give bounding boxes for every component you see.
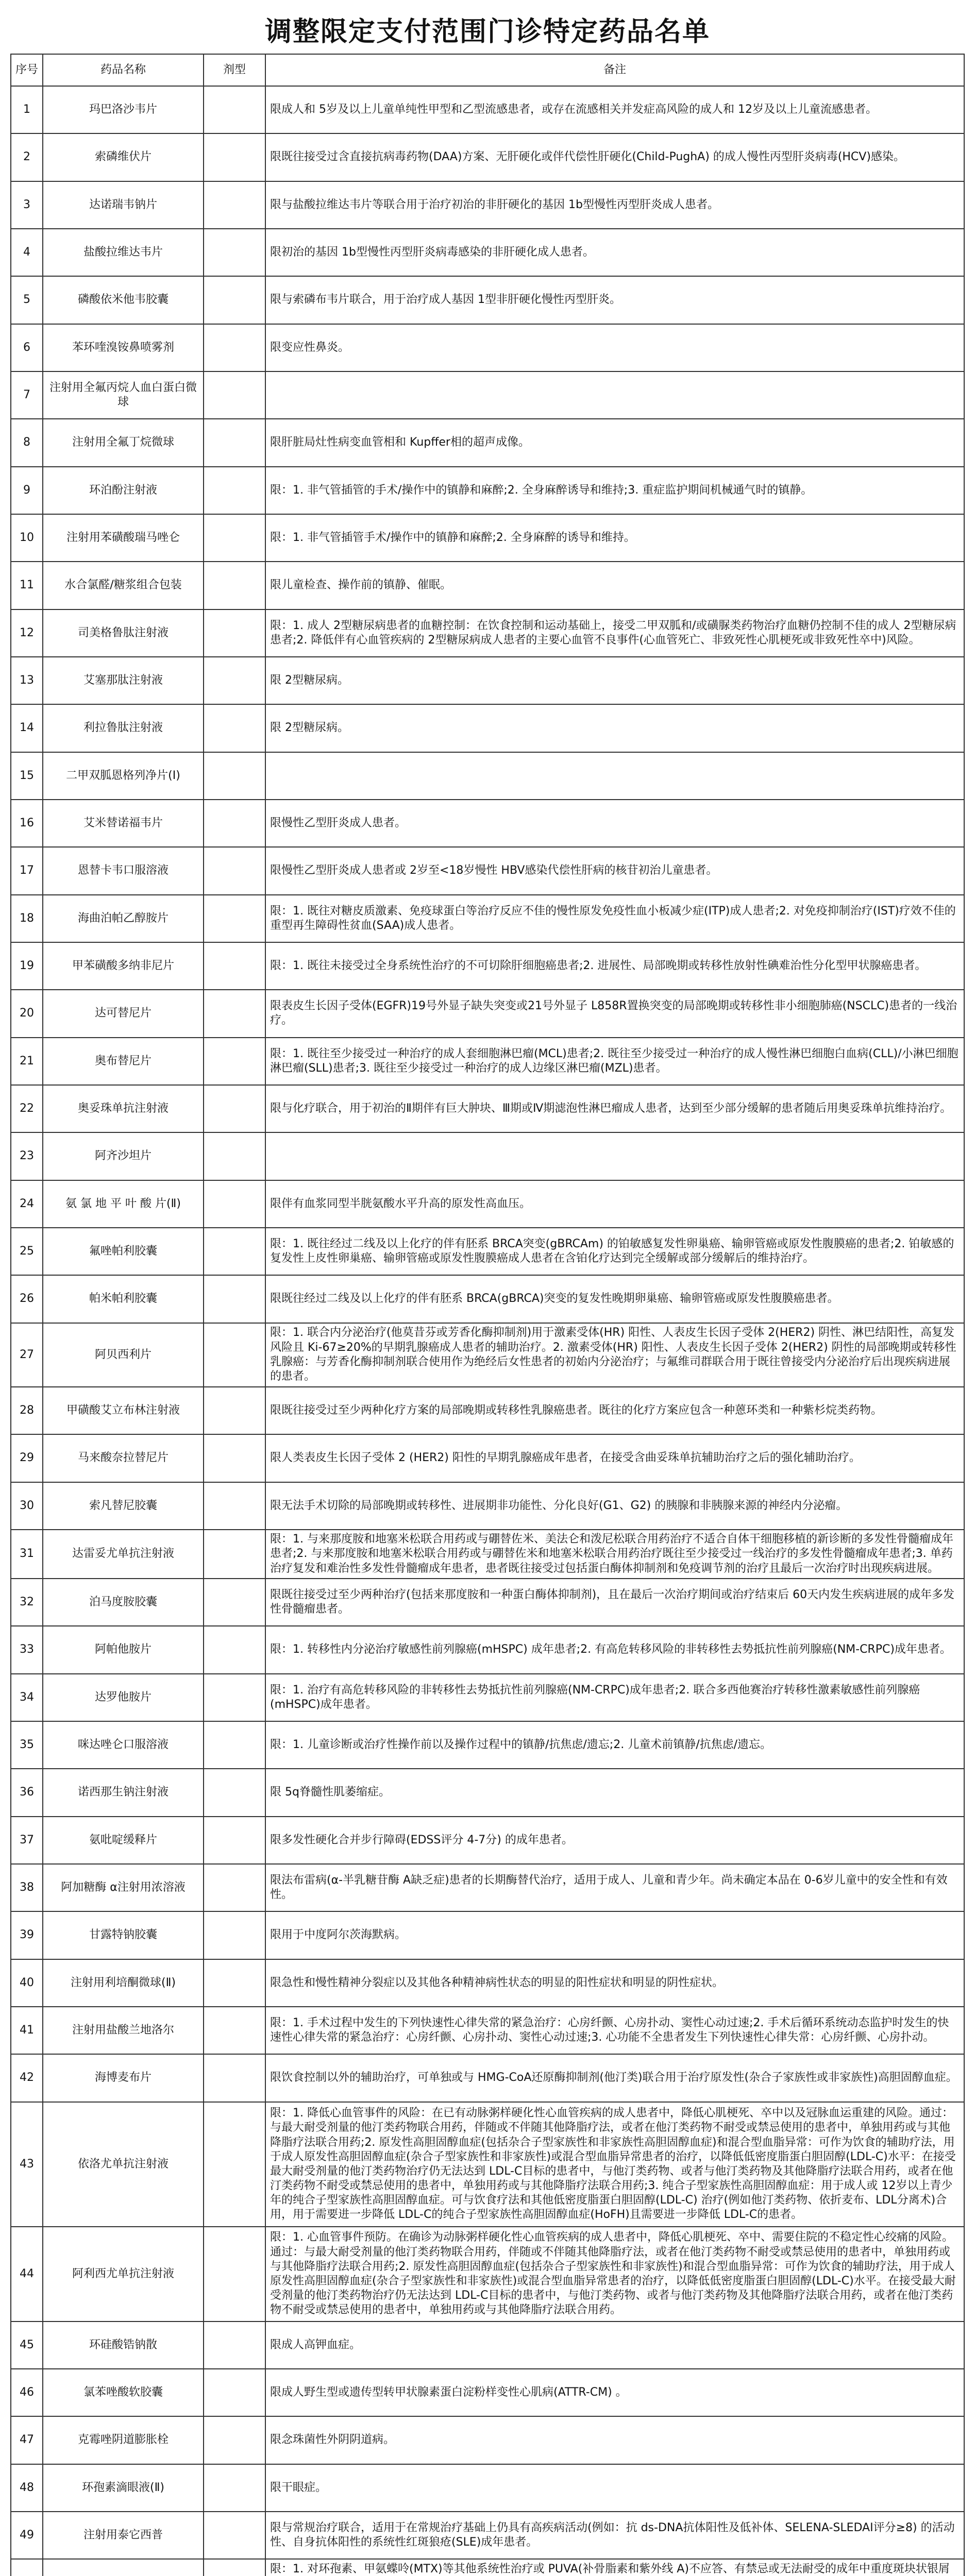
remarks: 限多发性硬化合并步行障碍(EDSS评分 4-7分) 的成年患者。 (265, 1817, 964, 1864)
dosage-form (204, 86, 265, 133)
dosage-form (204, 1959, 265, 2007)
remarks: 限：1. 既往未接受过全身系统性治疗的不可切除肝细胞癌患者;2. 进展性、局部晚期或转移性放射性碘难治性分化型甲状腺癌患者。 (265, 942, 964, 990)
row-number: 33 (11, 1626, 43, 1673)
dosage-form (204, 467, 265, 514)
table-row (11, 1530, 964, 1579)
drug-name: 甘露特钠胶囊 (43, 1911, 204, 1959)
table-row (11, 2416, 964, 2464)
dosage-form (204, 1434, 265, 1482)
drug-name: 恩替卡韦口服溶液 (43, 847, 204, 894)
dosage-form (204, 2464, 265, 2512)
drug-name: 克霉唑阴道膨胀栓 (43, 2416, 204, 2464)
row-number: 44 (11, 2227, 43, 2321)
table-row (11, 2054, 964, 2102)
table-row (11, 419, 964, 466)
remarks: 限：1. 儿童诊断或治疗性操作前以及操作过程中的镇静/抗焦虑/遗忘;2. 儿童术前镇静/抗焦虑/遗忘。 (265, 1721, 964, 1769)
table-row (11, 1674, 964, 1721)
drug-name: 阿帕他胺片 (43, 1626, 204, 1673)
drug-name: 注射用利培酮微球(Ⅱ) (43, 1959, 204, 2007)
row-number: 41 (11, 2007, 43, 2054)
drug-name: 甲磺酸艾立布林注射液 (43, 1387, 204, 1434)
dosage-form (204, 1721, 265, 1769)
remarks: 限：1. 与来那度胺和地塞米松联合用药或与硼替佐米、美法仑和泼尼松联合用药治疗不适合自体干细胞移植的新诊断的多发性骨髓瘤成年患者;2. 与来那度胺和地塞米松联合用药或与硼替佐米和地塞米松联合用药治疗既往至少接受过一线治疗的多发性骨髓瘤成年患者;3. 单药治疗复发和难治性多发性骨髓瘤成年患者，患者既往接受过包括蛋白酶体抑制剂和免疫调节剂的治疗且最后一次治疗时出现疾病进展。 (265, 1530, 964, 1579)
drug-name: 环硅酸锆钠散 (43, 2321, 204, 2369)
row-number (11, 2559, 43, 2576)
remarks: 限慢性乙型肝炎成人患者。 (265, 800, 964, 847)
dosage-form (204, 1626, 265, 1673)
table-row (11, 1769, 964, 1816)
remarks: 限：1. 既往至少接受过一种治疗的成人套细胞淋巴瘤(MCL)患者;2. 既往至少接受过一种治疗的成人慢性淋巴细胞白血病(CLL)/小淋巴细胞淋巴瘤(SLL)患者;3. 既往至少接受过一种治疗的成人边缘区淋巴瘤(MZL)患者。 (265, 1038, 964, 1085)
drug-name: 注射用泰它西普 (43, 2512, 204, 2559)
row-number: 13 (11, 657, 43, 704)
drug-list-table (10, 54, 965, 2576)
dosage-form (204, 1038, 265, 1085)
table-row (11, 1038, 964, 1085)
row-number: 31 (11, 1530, 43, 1579)
drug-name: 海博麦布片 (43, 2054, 204, 2102)
remarks: 限初治的基因 1b型慢性丙型肝炎病毒感染的非肝硬化成人患者。 (265, 229, 964, 276)
dosage-form (204, 1530, 265, 1579)
row-number: 18 (11, 895, 43, 942)
table-row (11, 1959, 964, 2007)
document-title: 调整限定支付范围门诊特定药品名单 (264, 16, 710, 47)
table-row (11, 181, 964, 229)
row-number: 34 (11, 1674, 43, 1721)
drug-name: 泊马度胺胶囊 (43, 1579, 204, 1626)
remarks: 限：1. 非气管插管的手术/操作中的镇静和麻醉;2. 全身麻醉诱导和维持;3. 重症监护期间机械通气时的镇静。 (265, 467, 964, 514)
row-number: 39 (11, 1911, 43, 1959)
table-row (11, 1275, 964, 1323)
row-number: 14 (11, 704, 43, 752)
drug-name: 帕米帕利胶囊 (43, 1275, 204, 1323)
table-row (11, 990, 964, 1037)
remarks: 限 5q脊髓性肌萎缩症。 (265, 1769, 964, 1816)
remarks: 限：1. 既往对糖皮质激素、免疫球蛋白等治疗反应不佳的慢性原发免疫性血小板减少症(ITP)成人患者;2. 对免疫抑制治疗(IST)疗效不佳的重型再生障碍性贫血(SAA)成人患者。 (265, 895, 964, 942)
dosage-form (204, 1180, 265, 1228)
header-no: 序号 (11, 54, 43, 86)
remarks (265, 1132, 964, 1180)
table-row (11, 1482, 964, 1530)
remarks: 限法布雷病(α-半乳糖苷酶 A缺乏症)患者的长期酶替代治疗，适用于成人、儿童和青少年。尚未确定本品在 0-6岁儿童中的安全性和有效性。 (265, 1864, 964, 1911)
dosage-form (204, 2416, 265, 2464)
remarks: 限既往接受过至少两种化疗方案的局部晚期或转移性乳腺癌患者。既往的化疗方案应包含一种蒽环类和一种紫杉烷类药物。 (265, 1387, 964, 1434)
drug-name: 玛巴洛沙韦片 (43, 86, 204, 133)
table-row (11, 1864, 964, 1911)
table-row (11, 704, 964, 752)
table-row (11, 657, 964, 704)
dosage-form (204, 2227, 265, 2321)
remarks: 限与化疗联合，用于初治的Ⅱ期伴有巨大肿块、Ⅲ期或Ⅳ期滤泡性淋巴瘤成人患者，达到至少部分缓解的患者随后用奥妥珠单抗维持治疗。 (265, 1085, 964, 1132)
drug-name: 注射用全氟丙烷人血白蛋白微球 (43, 371, 204, 419)
row-number: 46 (11, 2369, 43, 2416)
table-row (11, 1323, 964, 1387)
row-number: 48 (11, 2464, 43, 2512)
remarks: 限儿童检查、操作前的镇静、催眠。 (265, 562, 964, 609)
dosage-form (204, 514, 265, 562)
drug-name: 注射用全氟丁烷微球 (43, 419, 204, 466)
remarks: 限：1. 既往经过二线及以上化疗的伴有胚系 BRCA突变(gBRCAm) 的铂敏感复发性卵巢癌、输卵管癌或原发性腹膜癌的患者;2. 铂敏感的复发性上皮性卵巢癌、输卵管癌或原发性腹膜癌成人患者在含铂化疗达到完全缓解或部分缓解后的维持治疗。 (265, 1228, 964, 1275)
dosage-form (204, 800, 265, 847)
row-number: 6 (11, 324, 43, 371)
dosage-form (204, 2512, 265, 2559)
dosage-form (204, 229, 265, 276)
table-row (11, 752, 964, 800)
dosage-form (204, 419, 265, 466)
drug-name: 奥布替尼片 (43, 1038, 204, 1085)
remarks: 限：1. 对环孢素、甲氨蝶呤(MTX)等其他系统性治疗或 PUVA(补骨脂素和紫外线 A)不应答、有禁忌或无法耐受的成年中重度斑块状银屑 (265, 2559, 964, 2576)
remarks: 限成人高钾血症。 (265, 2321, 964, 2369)
dosage-form (204, 181, 265, 229)
row-number: 27 (11, 1323, 43, 1387)
header-remarks: 备注 (265, 54, 964, 86)
remarks: 限慢性乙型肝炎成人患者或 2岁至<18岁慢性 HBV感染代偿性肝病的核苷初治儿童患者。 (265, 847, 964, 894)
remarks: 限念珠菌性外阴阴道病。 (265, 2416, 964, 2464)
table-row (11, 1817, 964, 1864)
drug-name: 注射用盐酸兰地洛尔 (43, 2007, 204, 2054)
table-row (11, 1132, 964, 1180)
dosage-form (204, 1482, 265, 1530)
row-number: 32 (11, 1579, 43, 1626)
drug-name: 利拉鲁肽注射液 (43, 704, 204, 752)
row-number: 8 (11, 419, 43, 466)
table-row (11, 609, 964, 657)
table-row (11, 2512, 964, 2559)
table-row (11, 2369, 964, 2416)
drug-name: 司美格鲁肽注射液 (43, 609, 204, 657)
dosage-form (204, 1132, 265, 1180)
remarks: 限：1. 联合内分泌治疗(他莫昔芬或芳香化酶抑制剂)用于激素受体(HR) 阳性、人表皮生长因子受体 2(HER2) 阴性、淋巴结阳性，高复发风险且 Ki-67≥20%的早期乳腺癌成人患者的辅助治疗。2. 激素受体(HR) 阳性、人表皮生长因子受体 2(HER2) 阴性的局部晚期或转移性乳腺癌：与芳香化酶抑制剂联合使用作为绝经后女性患者的初始内分泌治疗；与氟维司群联合用于既往曾接受内分泌治疗后出现疾病进展的患者。 (265, 1323, 964, 1387)
table-row (11, 467, 964, 514)
remarks: 限与盐酸拉维达韦片等联合用于治疗初治的非肝硬化的基因 1b型慢性丙型肝炎成人患者。 (265, 181, 964, 229)
row-number: 47 (11, 2416, 43, 2464)
dosage-form (204, 704, 265, 752)
drug-name: 甲苯磺酸多纳非尼片 (43, 942, 204, 990)
table-row (11, 2464, 964, 2512)
table-row (11, 371, 964, 419)
drug-name: 氨吡啶缓释片 (43, 1817, 204, 1864)
remarks: 限饮食控制以外的辅助治疗，可单独或与 HMG-CoA还原酶抑制剂(他汀类)联合用于治疗原发性(杂合子家族性或非家族性)高胆固醇血症。 (265, 2054, 964, 2102)
drug-name: 达雷妥尤单抗注射液 (43, 1530, 204, 1579)
dosage-form (204, 1579, 265, 1626)
row-number: 23 (11, 1132, 43, 1180)
drug-name: 艾米替诺福韦片 (43, 800, 204, 847)
remarks: 限成人和 5岁及以上儿童单纯性甲型和乙型流感患者，或存在流感相关并发症高风险的成人和 12岁及以上儿童流感患者。 (265, 86, 964, 133)
dosage-form (204, 1911, 265, 1959)
table-row (11, 895, 964, 942)
drug-name: 氨 氯 地 平 叶 酸 片(Ⅱ) (43, 1180, 204, 1228)
remarks (265, 752, 964, 800)
row-number: 17 (11, 847, 43, 894)
dosage-form (204, 2559, 265, 2576)
remarks: 限：1. 治疗有高危转移风险的非转移性去势抵抗性前列腺癌(NM-CRPC)成年患者;2. 联合多西他赛治疗转移性激素敏感性前列腺癌(mHSPC)成年患者。 (265, 1674, 964, 1721)
table-row (11, 2007, 964, 2054)
row-number: 10 (11, 514, 43, 562)
table-header-row (11, 54, 964, 86)
dosage-form (204, 1323, 265, 1387)
table-row (11, 1626, 964, 1673)
row-number: 12 (11, 609, 43, 657)
table-row (11, 324, 964, 371)
table-row (11, 1721, 964, 1769)
table-row (11, 1228, 964, 1275)
drug-name: 马来酸奈拉替尼片 (43, 1434, 204, 1482)
table-row (11, 1085, 964, 1132)
remarks: 限 2型糖尿病。 (265, 657, 964, 704)
row-number: 37 (11, 1817, 43, 1864)
dosage-form (204, 133, 265, 181)
dosage-form (204, 1275, 265, 1323)
table-row (11, 847, 964, 894)
dosage-form (204, 1085, 265, 1132)
drug-name: 氯苯唑酸软胶囊 (43, 2369, 204, 2416)
dosage-form (204, 1228, 265, 1275)
row-number: 4 (11, 229, 43, 276)
remarks: 限人类表皮生长因子受体 2 (HER2) 阳性的早期乳腺癌成年患者，在接受含曲妥珠单抗辅助治疗之后的强化辅助治疗。 (265, 1434, 964, 1482)
row-number: 21 (11, 1038, 43, 1085)
remarks: 限：1. 成人 2型糖尿病患者的血糖控制：在饮食控制和运动基础上，接受二甲双胍和/或磺脲类药物治疗血糖仍控制不佳的成人 2型糖尿病患者;2. 降低伴有心血管疾病的 2型糖尿病成人患者的主要心血管不良事件(心血管死亡、非致死性心肌梗死或非致死性卒中)风险。 (265, 609, 964, 657)
remarks: 限表皮生长因子受体(EGFR)19号外显子缺失突变或21号外显子 L858R置换突变的局部晚期或转移性非小细胞肺癌(NSCLC)患者的一线治疗。 (265, 990, 964, 1037)
remarks: 限与索磷布韦片联合，用于治疗成人基因 1型非肝硬化慢性丙型肝炎。 (265, 276, 964, 324)
row-number: 20 (11, 990, 43, 1037)
row-number: 2 (11, 133, 43, 181)
row-number: 3 (11, 181, 43, 229)
row-number: 29 (11, 1434, 43, 1482)
table-row (11, 229, 964, 276)
drug-name: 阿利西尤单抗注射液 (43, 2227, 204, 2321)
row-number: 9 (11, 467, 43, 514)
dosage-form (204, 609, 265, 657)
drug-name: 奥妥珠单抗注射液 (43, 1085, 204, 1132)
drug-name: 水合氯醛/糖浆组合包装 (43, 562, 204, 609)
row-number: 38 (11, 1864, 43, 1911)
dosage-form (204, 1387, 265, 1434)
table-row (11, 86, 964, 133)
remarks: 限 2型糖尿病。 (265, 704, 964, 752)
table-row (11, 1911, 964, 1959)
table-row (11, 1387, 964, 1434)
table-row (11, 2321, 964, 2369)
table-row (11, 942, 964, 990)
drug-name: 达罗他胺片 (43, 1674, 204, 1721)
remarks: 限：1. 非气管插管手术/操作中的镇静和麻醉;2. 全身麻醉的诱导和维持。 (265, 514, 964, 562)
remarks: 限变应性鼻炎。 (265, 324, 964, 371)
table-row (11, 276, 964, 324)
remarks: 限既往经过二线及以上化疗的伴有胚系 BRCA(gBRCA)突变的复发性晚期卵巢癌、输卵管癌或原发性腹膜癌患者。 (265, 1275, 964, 1323)
row-number: 49 (11, 2512, 43, 2559)
drug-name (43, 2559, 204, 2576)
table-row (11, 1434, 964, 1482)
drug-name: 注射用苯磺酸瑞马唑仑 (43, 514, 204, 562)
drug-name: 达可替尼片 (43, 990, 204, 1037)
drug-name: 苯环喹溴铵鼻喷雾剂 (43, 324, 204, 371)
dosage-form (204, 657, 265, 704)
remarks: 限与常规治疗联合，适用于在常规治疗基础上仍具有高疾病活动(例如：抗 ds-DNA抗体阳性及低补体、SELENA-SLEDAI评分≥8) 的活动性、自身抗体阳性的系统性红斑狼疮(SLE)成年患者。 (265, 2512, 964, 2559)
row-number: 19 (11, 942, 43, 990)
row-number: 1 (11, 86, 43, 133)
row-number: 25 (11, 1228, 43, 1275)
dosage-form (204, 942, 265, 990)
row-number: 35 (11, 1721, 43, 1769)
row-number: 5 (11, 276, 43, 324)
dosage-form (204, 2007, 265, 2054)
row-number: 24 (11, 1180, 43, 1228)
table-row (11, 2227, 964, 2321)
table-row (11, 514, 964, 562)
remarks: 限：1. 降低心血管事件的风险：在已有动脉粥样硬化性心血管疾病的成人患者中，降低心肌梗死、卒中以及冠脉血运重建的风险。通过：与最大耐受剂量的他汀类药物联合用药，伴随或不伴随其他降脂疗法，或者在他汀类药物不耐受或禁忌使用的患者中，单独用药或与其他降脂疗法联合用药;2. 原发性高胆固醇血症(包括杂合子型家族性和非家族性高胆固醇血症)和混合型血脂异常：可作为饮食的辅助疗法，用于成人原发性高胆固醇血症(杂合子型家族性和非家族性)或混合型血脂异常患者的治疗，以降低低密度脂蛋白胆固醇(LDL-C)水平：在接受最大耐受剂量的他汀类药物治疗仍无法达到 LDL-C目标的患者中，与他汀类药物、或者与他汀类药物及其他降脂疗法联合用药，或者在他汀类药物不耐受或禁忌使用的患者中，单独用药或与其他降脂疗法联合用药;3. 纯合子型家族性高胆固醇血症：用于成人或 12岁以上青少年的纯合子型家族性高胆固醇血症。可与饮食疗法和其他低密度脂蛋白胆固醇(LDL-C) 治疗(例如他汀类药物、依折麦布、LDL分离术)合用，用于需要进一步降低 LDL-C的纯合子型家族性高胆固醇血症(HoFH)且需要进一步降低 LDL-C的患者。 (265, 2102, 964, 2227)
table-row (11, 1180, 964, 1228)
dosage-form (204, 895, 265, 942)
dosage-form (204, 1674, 265, 1721)
dosage-form (204, 276, 265, 324)
dosage-form (204, 752, 265, 800)
row-number: 43 (11, 2102, 43, 2227)
remarks: 限：1. 手术过程中发生的下列快速性心律失常的紧急治疗：心房纤颤、心房扑动、窦性心动过速;2. 手术后循环系统动态监护时发生的快速性心律失常的紧急治疗：心房纤颤、心房扑动、窦性心动过速;3. 心功能不全患者发生下列快速性心律失常：心房纤颤、心房扑动。 (265, 2007, 964, 2054)
dosage-form (204, 1864, 265, 1911)
drug-name: 索凡替尼胶囊 (43, 1482, 204, 1530)
table-row (11, 800, 964, 847)
remarks: 限既往接受过至少两种治疗(包括来那度胺和一种蛋白酶体抑制剂)，且在最后一次治疗期间或治疗结束后 60天内发生疾病进展的成年多发性骨髓瘤患者。 (265, 1579, 964, 1626)
drug-name: 索磷维伏片 (43, 133, 204, 181)
row-number: 42 (11, 2054, 43, 2102)
dosage-form (204, 990, 265, 1037)
drug-name: 环孢素滴眼液(Ⅱ) (43, 2464, 204, 2512)
drug-name: 达诺瑞韦钠片 (43, 181, 204, 229)
dosage-form (204, 562, 265, 609)
row-number: 15 (11, 752, 43, 800)
row-number: 40 (11, 1959, 43, 2007)
row-number: 7 (11, 371, 43, 419)
drug-name: 磷酸依米他韦胶囊 (43, 276, 204, 324)
dosage-form (204, 2054, 265, 2102)
table-row (11, 133, 964, 181)
remarks (265, 371, 964, 419)
table-row (11, 2102, 964, 2227)
drug-name: 环泊酚注射液 (43, 467, 204, 514)
table-body (11, 86, 964, 2576)
remarks: 限用于中度阿尔茨海默病。 (265, 1911, 964, 1959)
table-row (11, 1579, 964, 1626)
drug-name: 阿齐沙坦片 (43, 1132, 204, 1180)
row-number: 26 (11, 1275, 43, 1323)
remarks: 限急性和慢性精神分裂症以及其他各种精神病性状态的明显的阳性症状和明显的阴性症状。 (265, 1959, 964, 2007)
drug-name: 阿贝西利片 (43, 1323, 204, 1387)
row-number: 11 (11, 562, 43, 609)
remarks: 限伴有血浆同型半胱氨酸水平升高的原发性高血压。 (265, 1180, 964, 1228)
table-row (11, 562, 964, 609)
drug-name: 海曲泊帕乙醇胺片 (43, 895, 204, 942)
remarks: 限：1. 转移性内分泌治疗敏感性前列腺癌(mHSPC) 成年患者;2. 有高危转移风险的非转移性去势抵抗性前列腺癌(NM-CRPC)成年患者。 (265, 1626, 964, 1673)
dosage-form (204, 847, 265, 894)
dosage-form (204, 2102, 265, 2227)
remarks: 限既往接受过含直接抗病毒药物(DAA)方案、无肝硬化或伴代偿性肝硬化(Child-PughA) 的成人慢性丙型肝炎病毒(HCV)感染。 (265, 133, 964, 181)
dosage-form (204, 2321, 265, 2369)
drug-name: 依洛尤单抗注射液 (43, 2102, 204, 2227)
dosage-form (204, 2369, 265, 2416)
drug-name: 氟唑帕利胶囊 (43, 1228, 204, 1275)
table-row (11, 2559, 964, 2576)
row-number: 36 (11, 1769, 43, 1816)
remarks: 限成人野生型或遗传型转甲状腺素蛋白淀粉样变性心肌病(ATTR-CM) 。 (265, 2369, 964, 2416)
drug-name: 盐酸拉维达韦片 (43, 229, 204, 276)
drug-name: 阿加糖酶 α注射用浓溶液 (43, 1864, 204, 1911)
header-dosage-form: 剂型 (204, 54, 265, 86)
dosage-form (204, 324, 265, 371)
header-drug-name: 药品名称 (43, 54, 204, 86)
dosage-form (204, 371, 265, 419)
dosage-form (204, 1769, 265, 1816)
row-number: 22 (11, 1085, 43, 1132)
row-number: 45 (11, 2321, 43, 2369)
remarks: 限干眼症。 (265, 2464, 964, 2512)
dosage-form (204, 1817, 265, 1864)
row-number: 28 (11, 1387, 43, 1434)
row-number: 16 (11, 800, 43, 847)
drug-name: 诺西那生钠注射液 (43, 1769, 204, 1816)
row-number: 30 (11, 1482, 43, 1530)
drug-name: 艾塞那肽注射液 (43, 657, 204, 704)
remarks: 限肝脏局灶性病变血管相和 Kupffer相的超声成像。 (265, 419, 964, 466)
remarks: 限：1. 心血管事件预防。在确诊为动脉粥样硬化性心血管疾病的成人患者中，降低心肌梗死、卒中、需要住院的不稳定性心绞痛的风险。通过：与最大耐受剂量的他汀类药物联合用药，伴随或不伴随其他降脂疗法，或者在他汀类药物不耐受或禁忌使用的患者中，单独用药或与其他降脂疗法联合用药;2. 原发性高胆固醇血症(包括杂合子型家族性和非家族性)和混合型血脂异常：可作为饮食的辅助疗法，用于成人原发性高胆固醇血症(杂合子型家族性和非家族性)或混合型血脂异常患者的治疗，以降低低密度脂蛋白胆固醇(LDL-C)水平。在接受最大耐受剂量的他汀类药物治疗仍无法达到 LDL-C目标的患者中，与他汀类药物、或者与他汀类药物及其他降脂疗法联合用药，或者在他汀类药物不耐受或禁忌使用的患者中，单独用药或与其他降脂疗法联合用药。 (265, 2227, 964, 2321)
remarks: 限无法手术切除的局部晚期或转移性、进展期非功能性、分化良好(G1、G2) 的胰腺和非胰腺来源的神经内分泌瘤。 (265, 1482, 964, 1530)
drug-name: 二甲双胍恩格列净片(Ⅰ) (43, 752, 204, 800)
drug-name: 咪达唑仑口服溶液 (43, 1721, 204, 1769)
